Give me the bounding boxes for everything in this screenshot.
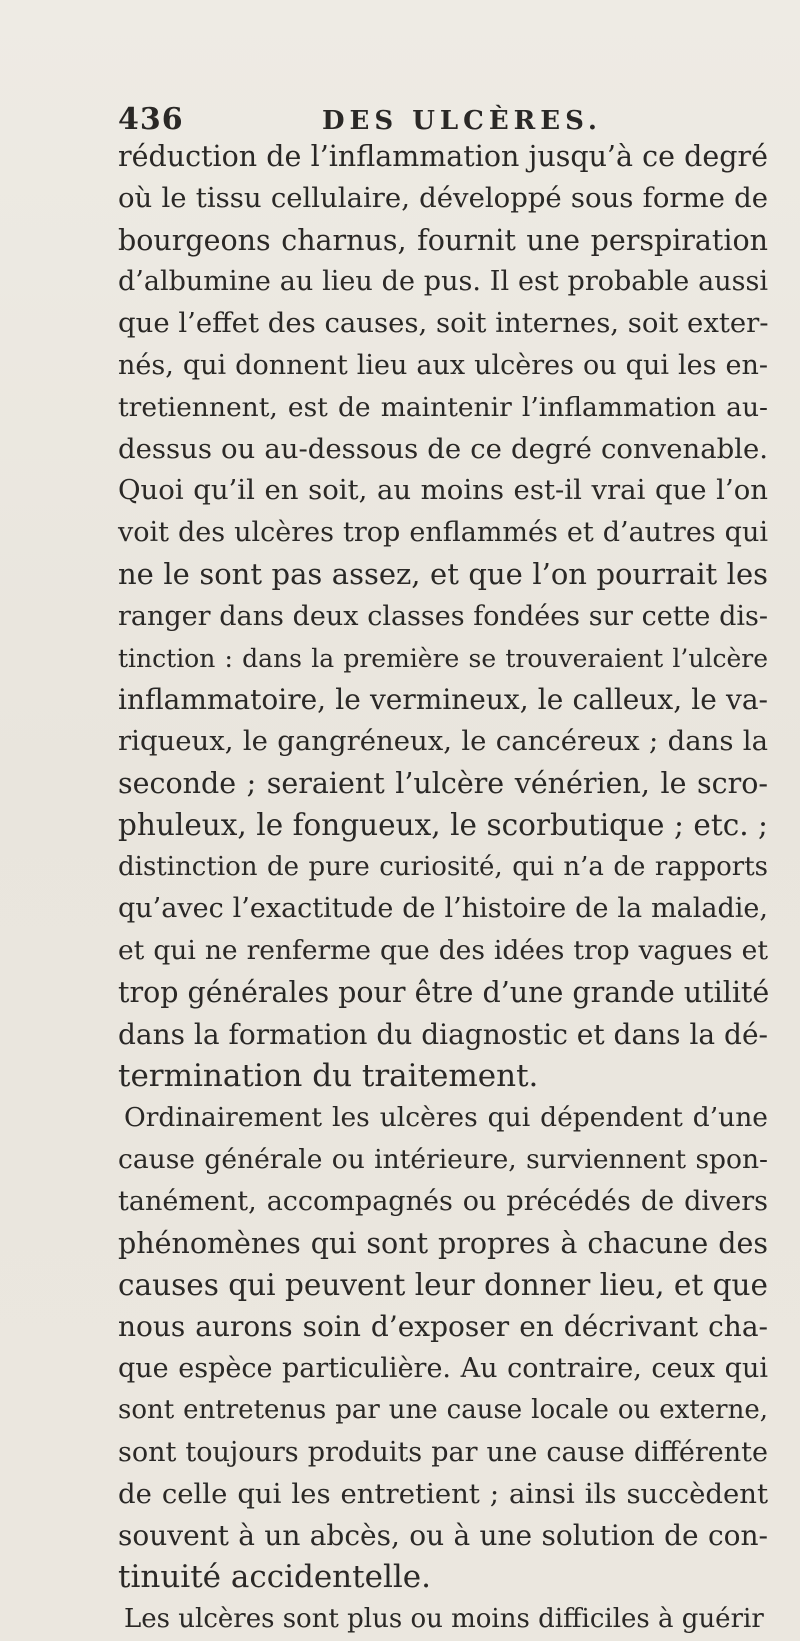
text-line: riqueux, le gangréneux, le cancéreux ; dans la: [118, 725, 768, 758]
text-line: tanément, accompagnés ou précédés de divers: [118, 1185, 768, 1217]
text-line: inflammatoire, le vermineux, le calleux, le va-: [118, 683, 768, 717]
paragraph-start-line: Ordinairement les ulcères qui dépendent d’une: [124, 1102, 768, 1134]
paragraph-end-line: tinuité accidentelle.: [118, 1559, 431, 1596]
paragraph-end-line: termination du traitement.: [118, 1057, 539, 1094]
text-line: souvent à un abcès, ou à une solution de con-: [118, 1519, 768, 1553]
paragraph-start-line: Les ulcères sont plus ou moins difficiles à guérir: [124, 1603, 764, 1634]
text-line: voit des ulcères trop enflammés et d’autres qui: [118, 517, 768, 549]
text-line: ne le sont pas assez, et que l’on pourrait les: [118, 556, 768, 591]
text-line: dessus ou au-dessous de ce degré convenable.: [118, 432, 768, 465]
page-number: 436: [118, 102, 184, 137]
text-line: que espèce particulière. Au contraire, ceux qui: [118, 1353, 768, 1385]
text-line: phuleux, le fongueux, le scorbutique ; etc. ;: [118, 807, 768, 842]
text-line: sont entretenus par une cause locale ou externe,: [118, 1394, 768, 1425]
text-line: que l’effet des causes, soit internes, soit exter-: [118, 307, 769, 340]
text-line: nés, qui donnent lieu aux ulcères ou qui les en-: [118, 349, 768, 381]
text-line: où le tissu cellulaire, développé sous forme de: [118, 181, 768, 214]
text-line: sont toujours produits par une cause différente: [118, 1436, 768, 1468]
text-line: dans la formation du diagnostic et dans la dé-: [118, 1017, 768, 1051]
running-title: DES ULCÈRES.: [322, 106, 602, 136]
text-line: et qui ne renferme que des idées trop vagues et: [118, 935, 768, 967]
text-line: phénomènes qui sont propres à chacune des: [118, 1226, 768, 1260]
text-line: qu’avec l’exactitude de l’histoire de la maladie,: [118, 893, 768, 925]
text-line: causes qui peuvent leur donner lieu, et que: [118, 1267, 768, 1302]
text-line: tinction : dans la première se trouveraient l’ulcère: [118, 643, 768, 673]
text-line: cause générale ou intérieure, surviennent spon-: [118, 1144, 768, 1176]
text-line: d’albumine au lieu de pus. Il est probable aussi: [118, 266, 768, 298]
text-line: Quoi qu’il en soit, au moins est-il vrai que l’on: [118, 474, 768, 507]
text-line: réduction de l’inflammation jusqu’à ce degré: [118, 140, 768, 173]
text-line: trop générales pour être d’une grande utilité: [118, 975, 770, 1009]
text-line: tretiennent, est de maintenir l’inflammation au-: [118, 391, 768, 423]
body-text: [118, 136, 768, 1641]
text-line: distinction de pure curiosité, qui n’a de rapports: [118, 851, 768, 882]
text-line: seconde ; seraient l’ulcère vénérien, le scro-: [118, 766, 768, 800]
text-line: de celle qui les entretient ; ainsi ils succèdent: [118, 1477, 768, 1510]
text-line: ranger dans deux classes fondées sur cette dis-: [118, 600, 768, 632]
text-line: bourgeons charnus, fournit une perspiration: [118, 223, 768, 257]
text-line: nous aurons soin d’exposer en décrivant cha-: [118, 1310, 768, 1344]
